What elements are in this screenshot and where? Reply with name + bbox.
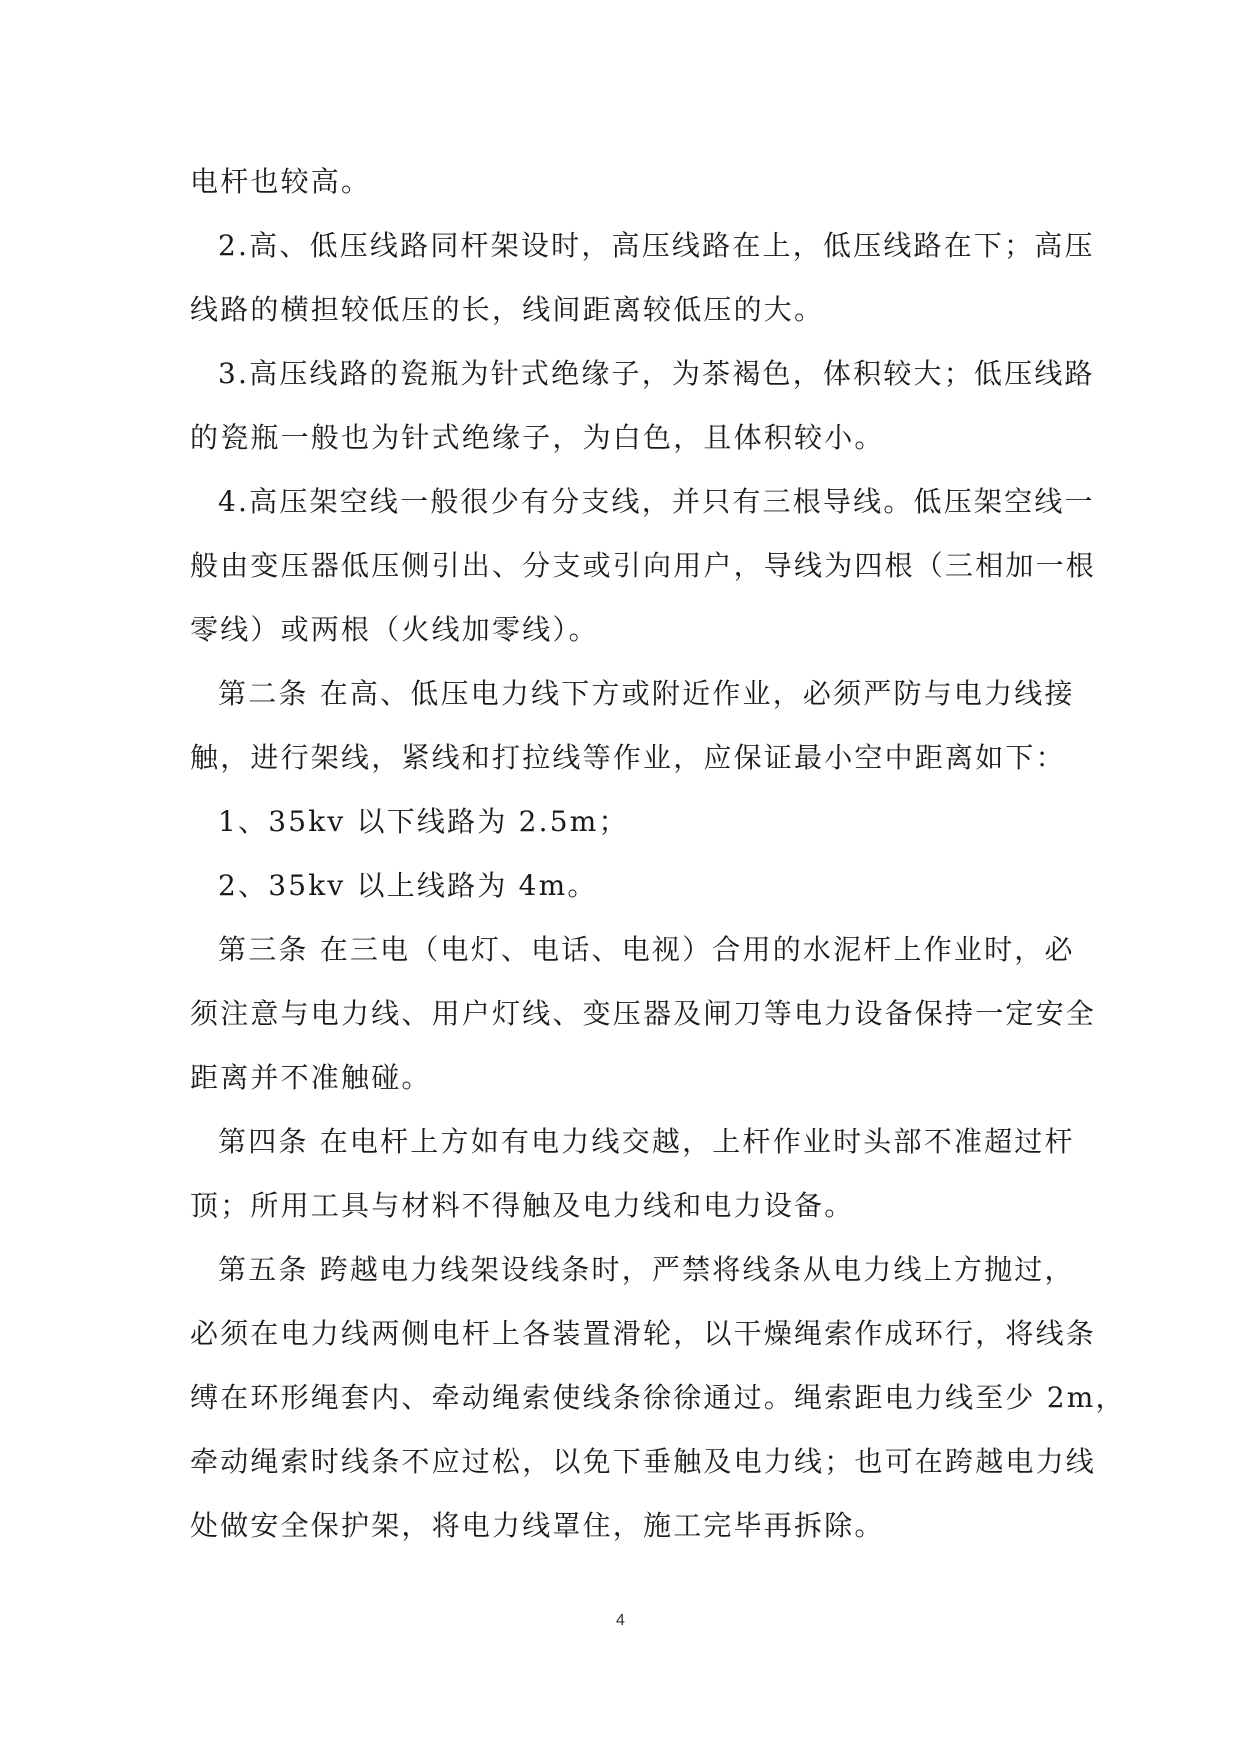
text-line: 零线）或两根（火线加零线）。 <box>190 613 599 646</box>
text-line: 第三条 在三电（电灯、电话、电视）合用的水泥杆上作业时，必 <box>218 933 1075 966</box>
text-line: 第五条 跨越电力线架设线条时，严禁将线条从电力线上方抛过， <box>218 1253 1075 1286</box>
text-line: 电杆也较高。 <box>190 165 372 198</box>
text-line: 的瓷瓶一般也为针式绝缘子，为白色，且体积较小。 <box>190 421 885 454</box>
text-line: 触，进行架线，紧线和打拉线等作业，应保证最小空中距离如下： <box>190 741 1066 774</box>
text-line: 顶；所用工具与材料不得触及电力线和电力设备。 <box>190 1189 855 1222</box>
text-line: 1、35kv 以下线路为 2.5m； <box>218 805 629 838</box>
text-line: 2、35kv 以上线路为 4m。 <box>218 869 598 902</box>
text-line: 牵动绳索时线条不应过松，以免下垂触及电力线；也可在跨越电力线 <box>190 1445 1097 1478</box>
text-line: 线路的横担较低压的长，线间距离较低压的大。 <box>190 293 825 326</box>
text-line: 2.高、低压线路同杆架设时，高压线路在上，低压线路在下；高压 <box>218 229 1095 262</box>
text-line: 距离并不准触碰。 <box>190 1061 432 1094</box>
text-line: 必须在电力线两侧电杆上各装置滑轮，以干燥绳索作成环行，将线条 <box>190 1317 1097 1350</box>
text-line: 3.高压线路的瓷瓶为针式绝缘子，为茶褐色，体积较大；低压线路 <box>218 357 1095 390</box>
text-line: 第二条 在高、低压电力线下方或附近作业，必须严防与电力线接 <box>218 677 1075 710</box>
document-body <box>190 160 1126 1568</box>
text-line: 第四条 在电杆上方如有电力线交越，上杆作业时头部不准超过杆 <box>218 1125 1075 1158</box>
text-line: 处做安全保护架，将电力线罩住，施工完毕再拆除。 <box>190 1509 885 1542</box>
text-line: 4.高压架空线一般很少有分支线，并只有三根导线。低压架空线一 <box>218 485 1095 518</box>
text-line: 缚在环形绳套内、牵动绳索使线条徐徐通过。绳索距电力线至少 2m， <box>190 1381 1126 1414</box>
page-number: 4 <box>616 1612 625 1629</box>
text-line: 须注意与电力线、用户灯线、变压器及闸刀等电力设备保持一定安全 <box>190 997 1097 1030</box>
text-line: 般由变压器低压侧引出、分支或引向用户，导线为四根（三相加一根 <box>190 549 1097 582</box>
